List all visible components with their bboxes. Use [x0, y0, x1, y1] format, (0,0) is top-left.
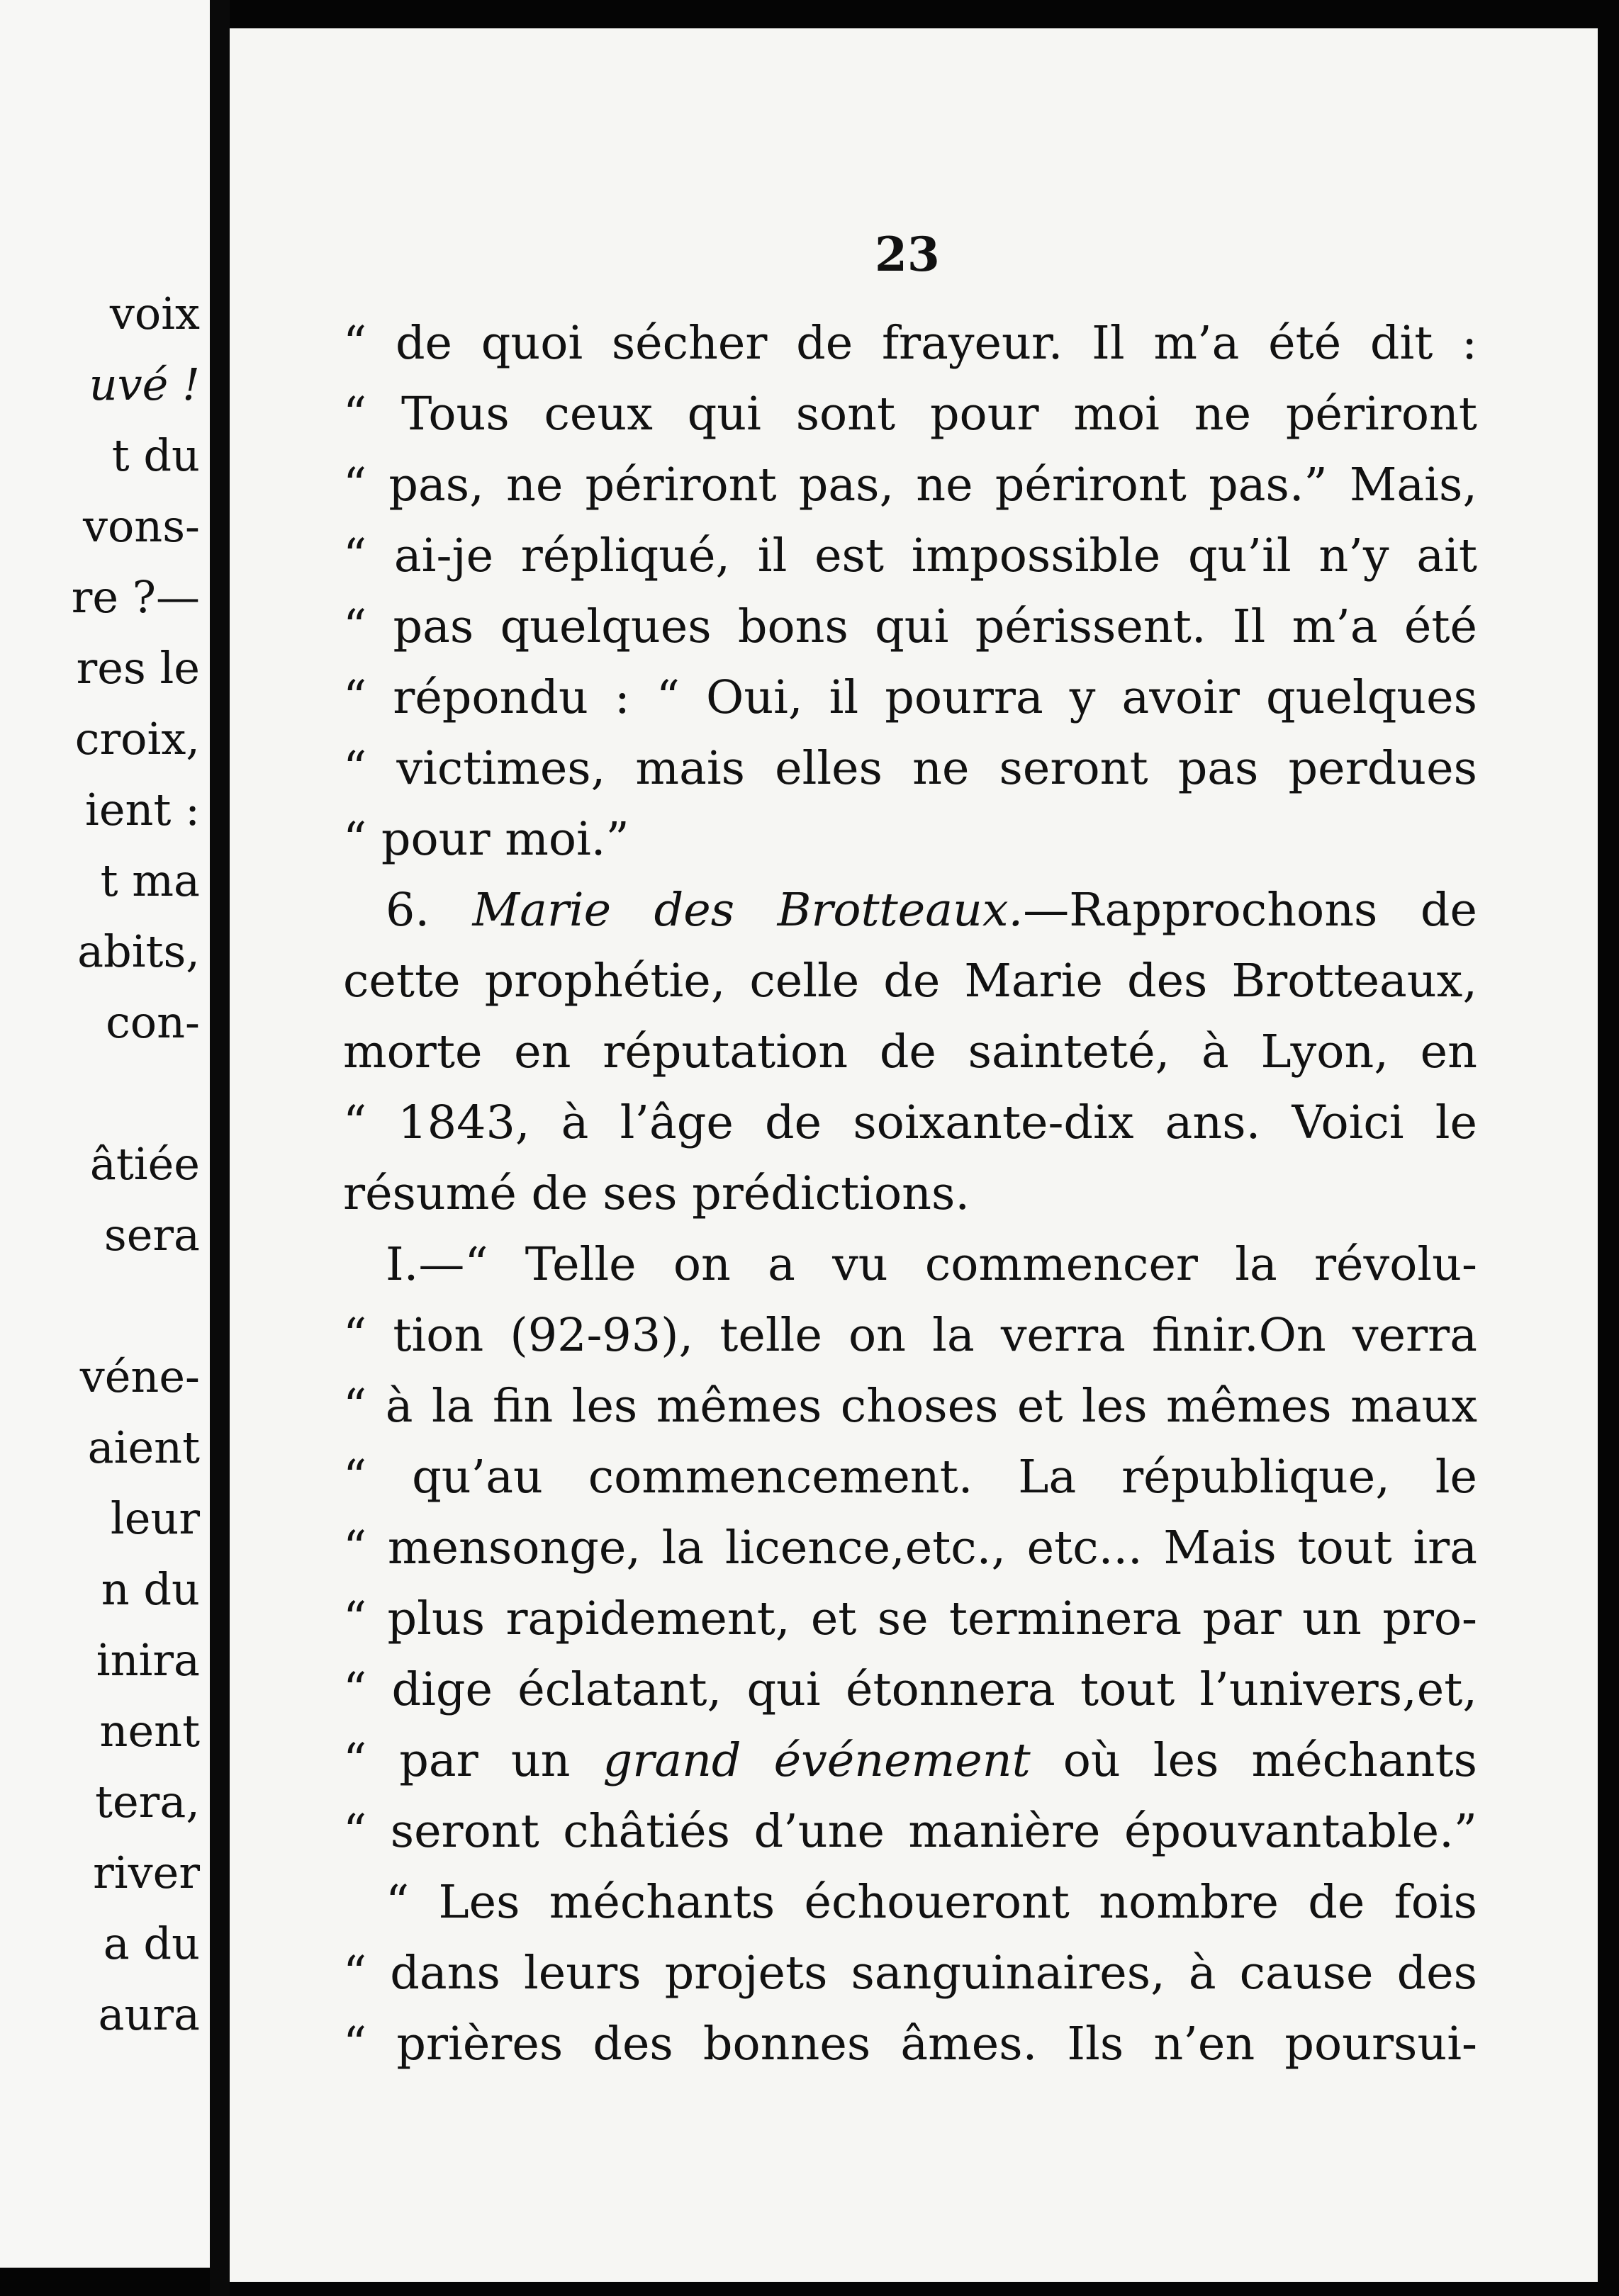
previous-page-line: sera	[103, 1209, 200, 1261]
text-line: “ plus rapidement, et se terminera par un pro-	[343, 1592, 1477, 1645]
italic-segment: grand événement	[603, 1734, 1031, 1787]
previous-page-line: âtiée	[89, 1138, 200, 1190]
previous-page-line: ient :	[85, 784, 200, 835]
text-segment: 6.	[386, 884, 473, 937]
previous-page-line: river	[93, 1847, 200, 1898]
previous-page-line: leur	[110, 1492, 200, 1544]
previous-page-line: nent	[99, 1705, 200, 1757]
text-line: “ Les méchants échoueront nombre de fois	[386, 1876, 1477, 1929]
text-line: “ de quoi sécher de frayeur. Il m’a été dit :	[343, 317, 1477, 370]
text-line: “ à la fin les mêmes choses et les mêmes maux	[343, 1380, 1477, 1433]
text-line: “ pour moi.”	[343, 813, 629, 866]
text-line: I.—“ Telle on a vu commencer la révolu-	[386, 1238, 1477, 1291]
previous-page-line: a du	[103, 1918, 200, 1969]
previous-page-line: voix	[109, 288, 200, 339]
text-line: “ Tous ceux qui sont pour moi ne périront	[343, 388, 1477, 441]
text-line: “ tion (92-93), telle on la verra finir.On verra	[343, 1309, 1477, 1362]
text-segment: —Rapprochons de	[1023, 884, 1477, 937]
text-line: “ 1843, à l’âge de soixante-dix ans. Voici le	[343, 1096, 1477, 1149]
text-line: morte en réputation de sainteté, à Lyon, en	[343, 1025, 1477, 1079]
text-line: “ répondu : “ Oui, il pourra y avoir quelques	[343, 671, 1477, 724]
previous-page-line: abits,	[77, 925, 200, 977]
page-number: 23	[875, 227, 940, 282]
previous-page-line: con-	[106, 996, 200, 1048]
text-segment: “ par un	[343, 1734, 603, 1787]
previous-page-line: res le	[76, 642, 200, 694]
text-line: “ prières des bonnes âmes. Ils n’en poursui-	[343, 2018, 1477, 2071]
text-line: résumé de ses prédictions.	[343, 1167, 970, 1220]
text-line: “ dans leurs projets sanguinaires, à cause des	[343, 1947, 1477, 2000]
text-line: “ pas quelques bons qui périssent. Il m’a été	[343, 600, 1477, 653]
previous-page-line: aura	[98, 1988, 200, 2040]
text-line: cette prophétie, celle de Marie des Brotteaux,	[343, 955, 1477, 1008]
text-line: “ victimes, mais elles ne seront pas perdues	[343, 742, 1477, 795]
text-segment: où les méchants	[1030, 1734, 1478, 1787]
text-line: “ ai-je répliqué, il est impossible qu’il n’y ait	[343, 529, 1477, 583]
text-line: “ pas, ne périront pas, ne périront pas.” Mais,	[343, 458, 1477, 512]
previous-page-line: vons-	[82, 500, 200, 552]
previous-page-line: croix,	[74, 713, 200, 765]
previous-page-line: uvé !	[89, 359, 200, 410]
previous-page-edge	[0, 0, 210, 2268]
previous-page-line: inira	[96, 1634, 200, 1686]
text-line	[386, 884, 1477, 937]
text-line: “ mensonge, la licence,etc., etc... Mais tout ira	[343, 1521, 1477, 1575]
text-line: “ dige éclatant, qui étonnera tout l’univers,et,	[343, 1663, 1477, 1716]
previous-page-line: t ma	[100, 855, 200, 906]
italic-segment: Marie des Brotteaux.	[472, 884, 1024, 937]
text-line: “ seront châtiés d’une manière épouvantable.”	[343, 1805, 1477, 1858]
text-line	[343, 1734, 1478, 1787]
previous-page-line: re ?—	[71, 571, 200, 623]
previous-page-line: t du	[111, 429, 200, 481]
text-line: “ qu’au commencement. La république, le	[343, 1451, 1477, 1504]
previous-page-line: n du	[101, 1563, 200, 1615]
previous-page-line: aient	[87, 1422, 200, 1473]
previous-page-line: véne-	[79, 1351, 200, 1402]
previous-page-line: tera,	[95, 1776, 200, 1828]
book-spine	[210, 0, 230, 2296]
book-page	[230, 28, 1598, 2282]
